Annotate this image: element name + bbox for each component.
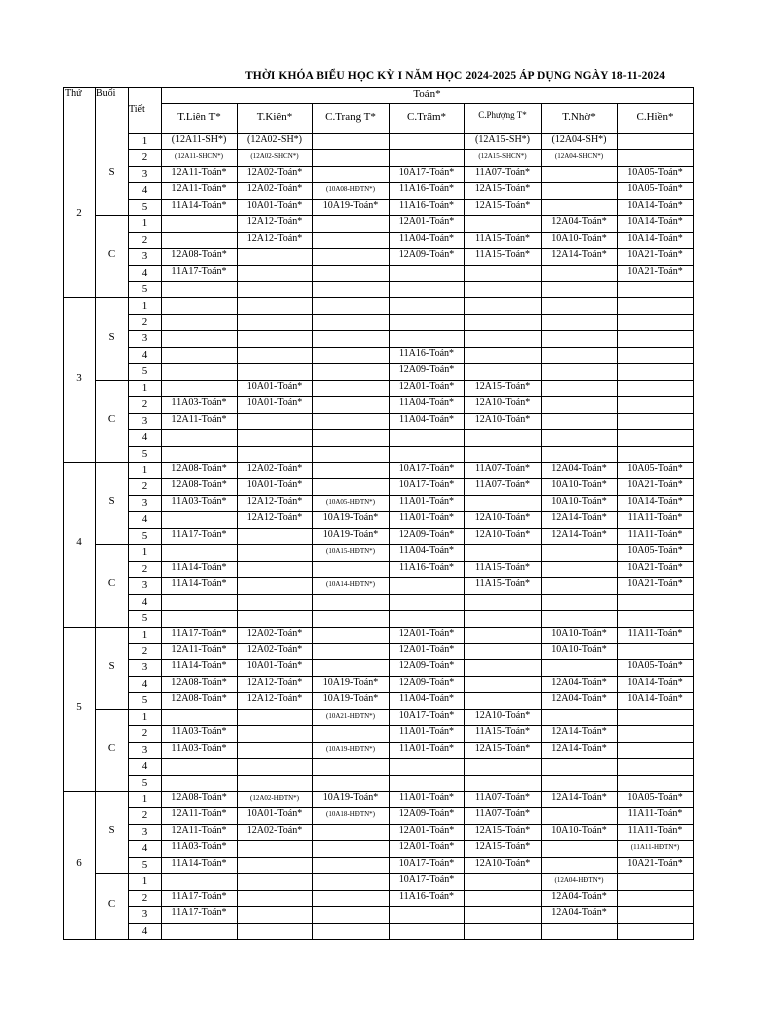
schedule-cell: (10A05-HĐTN*): [326, 497, 375, 506]
day-label: 4: [76, 536, 82, 548]
schedule-cell: (12A04-SHCN*): [554, 152, 604, 161]
schedule-cell: 12A09-Toán*: [398, 528, 455, 540]
schedule-cell: 12A04-Toán*: [551, 463, 607, 474]
day-label: 2: [76, 207, 82, 219]
period-number: 2: [141, 480, 148, 493]
grid-line: [128, 446, 694, 447]
schedule-cell: 12A09-Toán*: [398, 364, 455, 376]
period-number: 5: [141, 776, 148, 789]
schedule-cell: 11A15-Toán*: [474, 249, 531, 261]
schedule-cell: 10A17-Toán*: [398, 857, 455, 869]
schedule-cell: 10A10-Toán*: [551, 232, 607, 244]
schedule-cell: 12A12-Toán*: [246, 495, 303, 507]
teacher-header: C.Trâm*: [406, 111, 447, 123]
teacher-header: T.Nhờ*: [562, 111, 596, 123]
schedule-cell: 12A14-Toán*: [551, 742, 607, 754]
period-number: 4: [141, 677, 148, 690]
schedule-cell: 10A19-Toán*: [322, 676, 379, 688]
schedule-cell: 11A04-Toán*: [398, 397, 455, 409]
schedule-cell: 10A17-Toán*: [398, 166, 455, 178]
schedule-cell: 12A11-Toán*: [171, 824, 227, 836]
schedule-cell: 11A04-Toán*: [398, 693, 455, 705]
schedule-cell: 12A09-Toán*: [398, 676, 455, 688]
schedule-cell: 12A10-Toán*: [474, 857, 531, 869]
period-number: 1: [141, 628, 148, 641]
schedule-cell: 12A01-Toán*: [398, 841, 455, 853]
schedule-cell: 12A04-Toán*: [551, 907, 607, 919]
schedule-cell: 11A11-Toán*: [627, 808, 683, 820]
schedule-cell: 11A17-Toán*: [171, 890, 227, 902]
period-number: 1: [141, 299, 148, 312]
schedule-cell: 12A10-Toán*: [474, 709, 531, 721]
schedule-cell: 12A02-Toán*: [246, 627, 303, 639]
grid-line: [237, 103, 238, 939]
schedule-cell: 11A16-Toán*: [398, 347, 455, 359]
schedule-cell: 11A15-Toán*: [474, 578, 531, 590]
period-number: 1: [141, 710, 148, 723]
period-number: 3: [141, 332, 148, 345]
schedule-cell: 12A11-Toán*: [171, 166, 227, 178]
schedule-cell: 12A08-Toán*: [171, 463, 227, 474]
schedule-cell: 10A10-Toán*: [551, 495, 607, 507]
schedule-cell: 12A04-Toán*: [551, 216, 607, 228]
schedule-cell: 10A10-Toán*: [551, 643, 607, 655]
grid-line: [693, 87, 694, 939]
session-label: S: [108, 166, 115, 178]
schedule-cell: 10A01-Toán*: [246, 479, 303, 491]
schedule-cell: 12A12-Toán*: [246, 216, 303, 228]
schedule-cell: 10A19-Toán*: [322, 528, 379, 540]
schedule-cell: (12A04-SH*): [551, 134, 607, 145]
period-number: 5: [141, 447, 148, 460]
header-tiet: Tiết: [129, 104, 145, 115]
schedule-cell: 12A01-Toán*: [398, 380, 455, 392]
schedule-cell: 10A05-Toán*: [627, 660, 683, 672]
header-subject: Toán*: [413, 88, 441, 100]
schedule-cell: 12A12-Toán*: [246, 512, 303, 524]
schedule-cell: (10A15-HĐTN*): [326, 547, 375, 556]
period-number: 1: [141, 381, 148, 394]
schedule-cell: 10A10-Toán*: [551, 479, 607, 491]
grid-line: [128, 330, 694, 331]
schedule-cell: 11A03-Toán*: [171, 742, 227, 754]
schedule-cell: (10A14-HĐTN*): [326, 580, 375, 589]
schedule-cell: 10A14-Toán*: [627, 676, 683, 688]
schedule-cell: 12A14-Toán*: [551, 528, 607, 540]
grid-line: [128, 281, 694, 282]
day-label: 6: [76, 857, 82, 869]
schedule-cell: 10A17-Toán*: [398, 463, 455, 474]
schedule-cell: 11A01-Toán*: [398, 512, 455, 524]
day-label: 3: [76, 372, 82, 384]
schedule-cell: 10A19-Toán*: [322, 199, 379, 211]
schedule-cell: 12A15-Toán*: [474, 380, 531, 392]
teacher-header: C.Trang T*: [325, 111, 376, 123]
session-label: S: [108, 495, 115, 507]
schedule-cell: 10A01-Toán*: [246, 199, 303, 211]
period-number: 2: [141, 315, 148, 328]
schedule-cell: 10A19-Toán*: [322, 512, 379, 524]
schedule-cell: 11A16-Toán*: [398, 183, 455, 195]
schedule-cell: 12A15-Toán*: [474, 841, 531, 853]
schedule-cell: 10A19-Toán*: [322, 693, 379, 705]
schedule-cell: 11A14-Toán*: [171, 561, 227, 573]
session-label: C: [107, 413, 116, 425]
schedule-cell: (10A19-HĐTN*): [326, 744, 375, 753]
schedule-cell: 10A14-Toán*: [627, 216, 683, 228]
schedule-cell: 10A01-Toán*: [246, 808, 303, 820]
schedule-cell: 10A21-Toán*: [627, 479, 683, 491]
schedule-cell: 11A16-Toán*: [398, 561, 455, 573]
period-number: 3: [141, 579, 148, 592]
schedule-cell: 10A05-Toán*: [627, 545, 683, 557]
schedule-cell: 11A17-Toán*: [171, 528, 227, 540]
page-title: THỜI KHÓA BIỂU HỌC KỲ I NĂM HỌC 2024-2025 ÁP DỤNG NGÀY 18-11-2024: [245, 70, 666, 82]
period-number: 4: [141, 513, 148, 526]
grid-line: [128, 429, 694, 430]
period-number: 4: [141, 431, 148, 444]
session-label: S: [108, 824, 115, 836]
grid-line: [95, 87, 96, 939]
grid-line: [63, 87, 64, 939]
schedule-cell: 12A12-Toán*: [246, 693, 303, 705]
period-number: 5: [141, 612, 148, 625]
schedule-cell: 11A01-Toán*: [398, 495, 455, 507]
schedule-cell: 10A17-Toán*: [398, 479, 455, 491]
period-number: 3: [141, 661, 148, 674]
schedule-cell: (12A02-SHCN*): [250, 152, 299, 161]
session-label: S: [108, 660, 115, 672]
period-number: 5: [141, 200, 148, 213]
schedule-cell: 12A01-Toán*: [398, 627, 455, 639]
schedule-cell: 11A14-Toán*: [171, 857, 227, 869]
teacher-header: T.Liên T*: [177, 111, 221, 123]
schedule-cell: 11A07-Toán*: [474, 792, 531, 803]
period-number: 4: [141, 760, 148, 773]
teacher-header: T.Kiên*: [256, 111, 293, 123]
schedule-cell: 10A19-Toán*: [322, 792, 379, 803]
schedule-cell: 10A05-Toán*: [627, 166, 683, 178]
schedule-cell: 12A11-Toán*: [171, 808, 227, 820]
session-label: S: [108, 331, 115, 343]
schedule-cell: 10A14-Toán*: [627, 693, 683, 705]
period-number: 4: [141, 348, 148, 361]
period-number: 2: [141, 727, 148, 740]
schedule-cell: 12A02-Toán*: [246, 824, 303, 836]
schedule-cell: 12A02-Toán*: [246, 166, 303, 178]
schedule-cell: 11A03-Toán*: [171, 726, 227, 738]
schedule-cell: (10A18-HĐTN*): [326, 810, 375, 819]
schedule-cell: 10A21-Toán*: [627, 561, 683, 573]
schedule-cell: 12A01-Toán*: [398, 216, 455, 228]
schedule-cell: 11A03-Toán*: [171, 495, 227, 507]
period-number: 3: [141, 250, 148, 263]
grid-line: [128, 594, 694, 595]
period-number: 2: [141, 644, 148, 657]
schedule-cell: 11A01-Toán*: [398, 726, 455, 738]
schedule-cell: 10A17-Toán*: [398, 874, 455, 886]
schedule-cell: (12A11-SHCN*): [175, 152, 223, 161]
period-number: 2: [141, 398, 148, 411]
schedule-cell: 10A01-Toán*: [246, 397, 303, 409]
period-number: 3: [141, 908, 148, 921]
schedule-cell: 11A01-Toán*: [398, 792, 455, 803]
schedule-cell: 11A03-Toán*: [171, 397, 227, 409]
schedule-cell: 10A21-Toán*: [627, 578, 683, 590]
session-label: C: [107, 248, 116, 260]
period-number: 1: [141, 875, 148, 888]
schedule-cell: (12A11-SH*): [171, 134, 227, 145]
schedule-cell: 11A17-Toán*: [171, 907, 227, 919]
schedule-cell: 12A11-Toán*: [171, 643, 227, 655]
schedule-cell: 11A15-Toán*: [474, 561, 531, 573]
period-number: 1: [141, 217, 148, 230]
period-number: 2: [141, 562, 148, 575]
schedule-cell: (12A15-SH*): [475, 134, 530, 145]
grid-line: [128, 610, 694, 611]
grid-line: [464, 103, 465, 939]
schedule-cell: 11A07-Toán*: [474, 463, 531, 474]
schedule-cell: 11A17-Toán*: [171, 265, 227, 277]
schedule-cell: 12A14-Toán*: [551, 512, 607, 524]
schedule-cell: 12A09-Toán*: [398, 249, 455, 261]
schedule-cell: 11A07-Toán*: [474, 479, 531, 491]
schedule-cell: 12A11-Toán*: [171, 183, 227, 195]
schedule-cell: 10A10-Toán*: [551, 824, 607, 836]
period-number: 5: [141, 365, 148, 378]
schedule-cell: 10A21-Toán*: [627, 857, 683, 869]
schedule-cell: 12A11-Toán*: [171, 413, 227, 425]
period-number: 4: [141, 266, 148, 279]
grid-line: [161, 87, 162, 939]
schedule-cell: 11A07-Toán*: [474, 808, 531, 820]
teacher-header: C.Phượng T*: [478, 110, 527, 120]
header-thu: Thứ: [65, 88, 82, 99]
schedule-cell: (10A21-HĐTN*): [326, 711, 375, 720]
schedule-cell: 12A15-Toán*: [474, 183, 531, 195]
schedule-cell: 11A04-Toán*: [398, 413, 455, 425]
schedule-cell: 12A02-Toán*: [246, 643, 303, 655]
period-number: 1: [141, 135, 148, 147]
schedule-cell: 11A07-Toán*: [474, 166, 531, 178]
schedule-cell: 11A04-Toán*: [398, 545, 455, 557]
period-number: 2: [141, 151, 148, 164]
day-label: 5: [76, 701, 82, 713]
grid-line: [541, 103, 542, 939]
period-number: 1: [141, 546, 148, 559]
schedule-cell: 11A04-Toán*: [398, 232, 455, 244]
schedule-cell: 10A10-Toán*: [551, 627, 607, 639]
schedule-cell: 10A17-Toán*: [398, 709, 455, 721]
schedule-cell: 11A14-Toán*: [171, 660, 227, 672]
header-buoi: Buổi: [96, 88, 116, 99]
schedule-cell: 10A01-Toán*: [246, 380, 303, 392]
period-number: 5: [141, 694, 148, 707]
schedule-cell: 11A14-Toán*: [171, 199, 227, 211]
schedule-cell: 12A02-Toán*: [246, 183, 303, 195]
schedule-cell: 12A14-Toán*: [551, 792, 607, 803]
schedule-cell: 10A21-Toán*: [627, 265, 683, 277]
schedule-cell: 12A09-Toán*: [398, 660, 455, 672]
schedule-cell: 10A14-Toán*: [627, 495, 683, 507]
period-number: 3: [141, 743, 148, 756]
grid-line: [128, 87, 129, 939]
period-number: 2: [141, 233, 148, 246]
schedule-cell: 10A05-Toán*: [627, 463, 683, 474]
schedule-cell: 10A01-Toán*: [246, 660, 303, 672]
period-number: 5: [141, 283, 148, 296]
period-number: 5: [141, 858, 148, 871]
schedule-cell: 12A14-Toán*: [551, 726, 607, 738]
schedule-cell: 12A09-Toán*: [398, 808, 455, 820]
schedule-cell: 12A08-Toán*: [171, 792, 227, 803]
schedule-cell: 12A10-Toán*: [474, 528, 531, 540]
schedule-cell: (10A08-HĐTN*): [326, 185, 375, 194]
schedule-cell: 12A10-Toán*: [474, 397, 531, 409]
period-number: 3: [141, 167, 148, 180]
period-number: 4: [141, 184, 148, 197]
schedule-cell: 12A04-Toán*: [551, 693, 607, 705]
session-label: C: [107, 577, 116, 589]
schedule-cell: 12A04-Toán*: [551, 890, 607, 902]
schedule-cell: 10A05-Toán*: [627, 792, 683, 803]
schedule-cell: 12A01-Toán*: [398, 643, 455, 655]
schedule-cell: 12A15-Toán*: [474, 824, 531, 836]
schedule-cell: 12A10-Toán*: [474, 512, 531, 524]
schedule-cell: (12A04-HĐTN*): [554, 876, 604, 885]
schedule-cell: 10A05-Toán*: [627, 183, 683, 195]
schedule-cell: 12A14-Toán*: [551, 249, 607, 261]
schedule-cell: 11A17-Toán*: [171, 627, 227, 639]
schedule-cell: 12A10-Toán*: [474, 413, 531, 425]
schedule-cell: 11A15-Toán*: [474, 726, 531, 738]
schedule-cell: 12A02-Toán*: [246, 463, 303, 474]
period-number: 2: [141, 809, 148, 822]
schedule-cell: 11A03-Toán*: [171, 841, 227, 853]
period-number: 1: [141, 793, 148, 805]
schedule-cell: 11A01-Toán*: [398, 742, 455, 754]
schedule-cell: 12A08-Toán*: [171, 676, 227, 688]
grid-line: [161, 103, 694, 104]
schedule-cell: 11A11-Toán*: [627, 528, 683, 540]
period-number: 4: [141, 924, 148, 937]
schedule-cell: 10A21-Toán*: [627, 249, 683, 261]
period-number: 1: [141, 464, 148, 476]
grid-line: [617, 103, 618, 939]
grid-line: [128, 758, 694, 759]
schedule-cell: 11A14-Toán*: [171, 578, 227, 590]
schedule-cell: (12A02-SH*): [247, 134, 302, 145]
grid-line: [63, 939, 694, 940]
schedule-cell: 10A14-Toán*: [627, 232, 683, 244]
schedule-cell: (12A15-SHCN*): [478, 152, 527, 161]
schedule-cell: 11A11-Toán*: [627, 824, 683, 836]
schedule-cell: 11A16-Toán*: [398, 890, 455, 902]
schedule-cell: 12A04-Toán*: [551, 676, 607, 688]
schedule-cell: 12A08-Toán*: [171, 479, 227, 491]
grid-line: [128, 314, 694, 315]
schedule-cell: 12A08-Toán*: [171, 693, 227, 705]
period-number: 3: [141, 825, 148, 838]
teacher-header: C.Hiền*: [636, 111, 674, 123]
period-number: 4: [141, 842, 148, 855]
session-label: C: [107, 742, 116, 754]
session-label: C: [107, 898, 116, 910]
period-number: 3: [141, 414, 148, 427]
grid-line: [389, 103, 390, 939]
grid-line: [128, 775, 694, 776]
schedule-cell: 12A08-Toán*: [171, 249, 227, 261]
schedule-cell: 11A16-Toán*: [398, 199, 455, 211]
grid-line: [312, 103, 313, 939]
schedule-cell: (12A02-HĐTN*): [250, 794, 299, 802]
schedule-cell: 12A12-Toán*: [246, 232, 303, 244]
schedule-cell: 12A15-Toán*: [474, 199, 531, 211]
schedule-cell: 11A11-Toán*: [627, 512, 683, 524]
period-number: 5: [141, 529, 148, 542]
schedule-cell: (11A11-HĐTN*): [630, 843, 680, 852]
schedule-cell: 10A14-Toán*: [627, 199, 683, 211]
schedule-cell: 11A15-Toán*: [474, 232, 531, 244]
period-number: 3: [141, 496, 148, 509]
period-number: 4: [141, 595, 148, 608]
schedule-cell: 12A12-Toán*: [246, 676, 303, 688]
schedule-cell: 12A01-Toán*: [398, 824, 455, 836]
grid-line: [128, 923, 694, 924]
schedule-cell: 12A15-Toán*: [474, 742, 531, 754]
schedule-cell: 11A11-Toán*: [627, 627, 683, 639]
period-number: 2: [141, 891, 148, 904]
